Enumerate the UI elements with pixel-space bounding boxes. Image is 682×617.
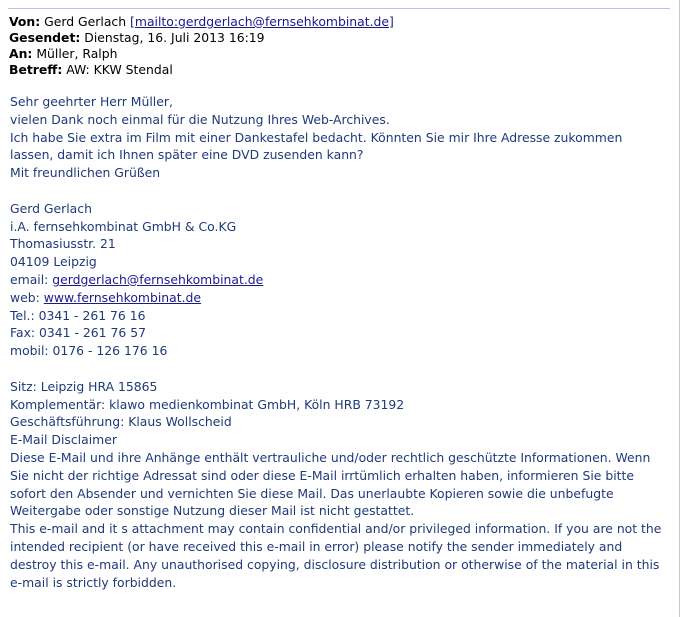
to-label: An: <box>9 46 33 61</box>
signature-fax: Fax: 0341 - 261 76 57 <box>10 325 146 341</box>
email-label: email: <box>10 271 53 287</box>
signature-street: Thomasiusstr. 21 <box>10 236 116 252</box>
body-line: Ich habe Sie extra im Film mit einer Dankestafel bedacht. Könnten Sie mir Ihre Adresse zukommen <box>10 129 623 145</box>
signature-tel: Tel.: 0341 - 261 76 16 <box>10 307 146 323</box>
signature-email-link[interactable]: gerdgerlach@fernsehkombinat.de <box>52 271 264 287</box>
spacer <box>10 360 670 378</box>
disclaimer-en-line: destroy this e-mail. Any unauthorised copying, disclosure distribution or otherwise of the material in this <box>10 556 660 572</box>
from-label: Von: <box>9 14 41 29</box>
from-name: Gerd Gerlach <box>44 14 127 29</box>
to-row <box>9 46 394 62</box>
disclaimer-en-line: intended recipient (or have received this e-mail in error) please notify the sender immediately and <box>10 538 623 554</box>
disclaimer-en-line: e-mail is strictly forbidden. <box>10 574 177 590</box>
email-body <box>10 93 670 591</box>
disclaimer-en-line: This e-mail and it s attachment may contain confidential and/or privileged information. If you are not the <box>10 521 662 537</box>
web-label: web: <box>10 289 44 305</box>
greeting: Sehr geehrter Herr Müller, <box>10 94 173 109</box>
sent-row <box>9 30 394 46</box>
from-row <box>9 14 394 30</box>
spacer <box>10 182 670 200</box>
to-value: Müller, Ralph <box>36 46 118 61</box>
signature-name: Gerd Gerlach <box>10 200 92 216</box>
signature-email-row <box>10 271 670 289</box>
disclaimer-de-line: sofort den Absender und vernichten Sie diese Mail. Das unerlaubte Kopieren sowie die unbefugte <box>10 485 614 501</box>
body-line: vielen Dank noch einmal für die Nutzung Ihres Web-Archives. <box>10 111 390 127</box>
disclaimer-de-line: Sie nicht der richtige Adressat sind oder diese E-Mail irrtümlich erhalten haben, informieren Sie bitte <box>10 467 634 483</box>
header-separator <box>8 8 670 9</box>
legal-geschaeftsfuehrung: Geschäftsführung: Klaus Wollscheid <box>10 414 232 430</box>
disclaimer-de-line: Diese E-Mail und ihre Anhänge enthält vertrauliche und/oder rechtlich geschützte Informationen. Wenn <box>10 449 651 465</box>
subject-row <box>9 62 394 78</box>
disclaimer-title: E-Mail Disclaimer <box>10 432 117 448</box>
body-line: lassen, damit ich Ihnen später eine DVD zusenden kann? <box>10 147 364 163</box>
legal-sitz: Sitz: Leipzig HRA 15865 <box>10 378 158 394</box>
pane-border <box>679 0 680 617</box>
signature-web-row <box>10 289 670 307</box>
legal-komplementaer: Komplementär: klawo medienkombinat GmbH, Köln HRB 73192 <box>10 396 405 412</box>
signature-web-link[interactable]: www.fernsehkombinat.de <box>43 289 202 305</box>
sent-value: Dienstag, 16. Juli 2013 16:19 <box>84 30 265 45</box>
email-header <box>9 14 394 78</box>
subject-label: Betreff: <box>9 62 63 77</box>
disclaimer-de-line: Weitergabe oder sonstige Nutzung dieser Mail ist nicht gestattet. <box>10 503 415 519</box>
subject-value: AW: KKW Stendal <box>66 62 173 77</box>
from-mailto-link[interactable]: [mailto:gerdgerlach@fernsehkombinat.de] <box>130 14 394 29</box>
signature-mobil: mobil: 0176 - 126 176 16 <box>10 343 168 359</box>
signature-company: i.A. fernsehkombinat GmbH & Co.KG <box>10 218 237 234</box>
signature-city: 04109 Leipzig <box>10 254 97 270</box>
sent-label: Gesendet: <box>9 30 81 45</box>
closing: Mit freundlichen Grüßen <box>10 165 161 181</box>
